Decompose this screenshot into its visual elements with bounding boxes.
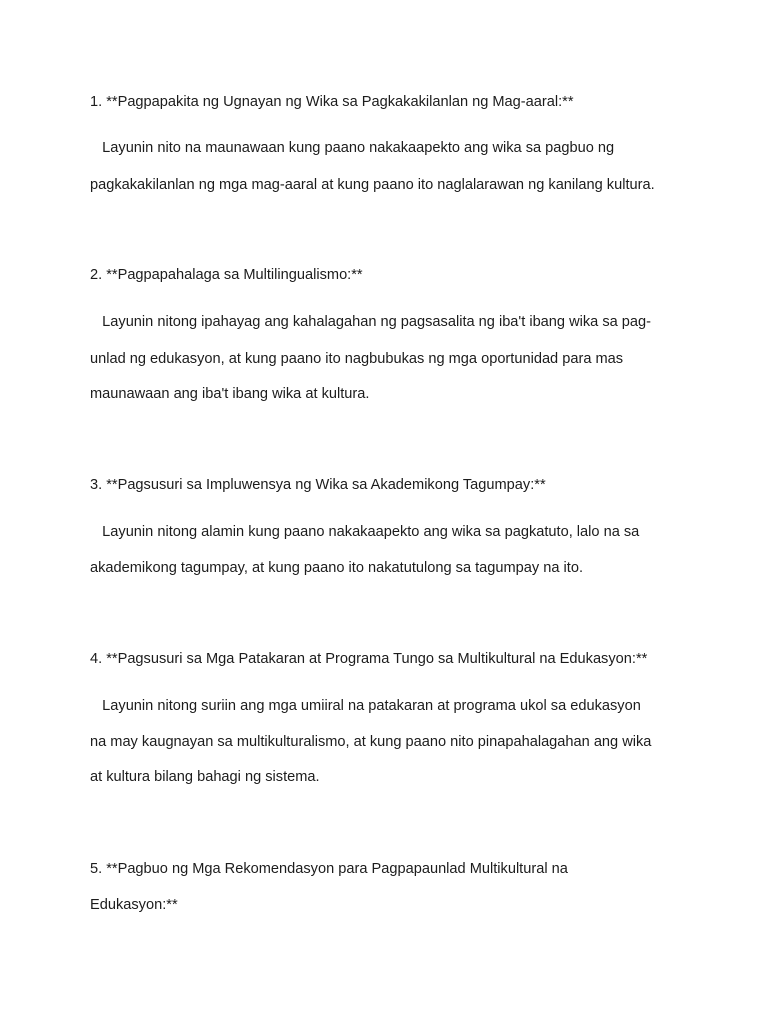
item-1-body-line-1: Layunin nito na maunawaan kung paano nakakaapekto ang wika sa pagbuo ng [90, 140, 615, 156]
item-3-heading-line-1: 3. **Pagsusuri sa Impluwensya ng Wika sa Akademikong Tagumpay:** [90, 477, 546, 493]
item-2-body-line-3: maunawaan ang iba't ibang wika at kultura. [90, 386, 370, 402]
item-4-heading-line-1: 4. **Pagsusuri sa Mga Patakaran at Programa Tungo sa Multikultural na Edukasyon:** [90, 651, 648, 667]
item-2-heading-line-1: 2. **Pagpapahalaga sa Multilingualismo:** [90, 267, 363, 283]
item-1-heading-line-1: 1. **Pagpapakita ng Ugnayan ng Wika sa Pagkakakilanlan ng Mag-aaral:** [90, 94, 574, 110]
item-2-body-line-1: Layunin nitong ipahayag ang kahalagahan ng pagsasalita ng iba't ibang wika sa pag- [90, 314, 652, 330]
item-4-body-line-1: Layunin nitong suriin ang mga umiiral na patakaran at programa ukol sa edukasyon [90, 698, 641, 714]
item-3-body-line-2: akademikong tagumpay, at kung paano ito nakatutulong sa tagumpay na ito. [90, 560, 584, 576]
item-5-heading-line-2: Edukasyon:** [90, 897, 178, 913]
item-2-body-line-2: unlad ng edukasyon, at kung paano ito nagbubukas ng mga oportunidad para mas [90, 351, 624, 367]
item-5-heading-line-1: 5. **Pagbuo ng Mga Rekomendasyon para Pagpapaunlad Multikultural na [90, 861, 568, 877]
item-4-body-line-2: na may kaugnayan sa multikulturalismo, at kung paano nito pinapahalagahan ang wika [90, 734, 652, 750]
item-4-body-line-3: at kultura bilang bahagi ng sistema. [90, 769, 320, 785]
item-1-body-line-2: pagkakakilanlan ng mga mag-aaral at kung paano ito naglalarawan ng kanilang kultura. [90, 177, 655, 193]
item-3-body-line-1: Layunin nitong alamin kung paano nakakaapekto ang wika sa pagkatuto, lalo na sa [90, 524, 640, 540]
